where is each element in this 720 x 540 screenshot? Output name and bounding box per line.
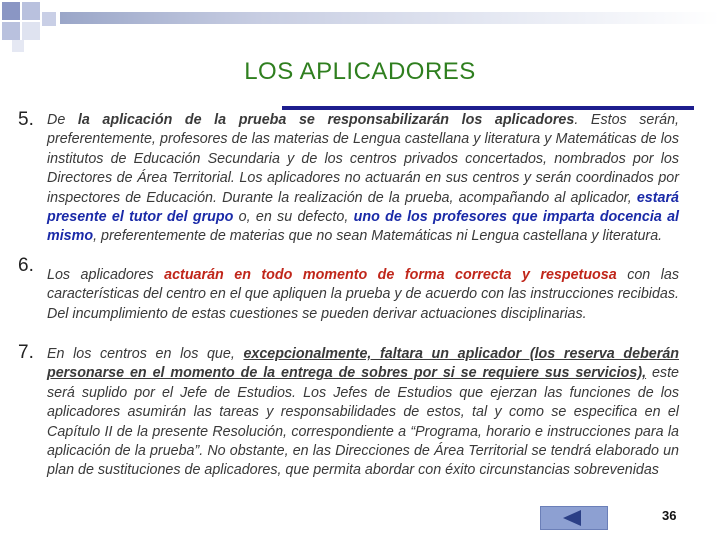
paragraph-segment: actuarán en todo momento de forma correcta y respetuosa bbox=[164, 267, 617, 283]
paragraph-segment: excepcionalmente, faltara un aplicador (los reserva deberán personarse en el momento de la entrega de sobres por si se requiere sus servicios), bbox=[47, 346, 680, 382]
decorative-square bbox=[2, 2, 20, 20]
paragraph-segment: la aplicación de la prueba se responsabilizarán los aplicadores bbox=[77, 112, 575, 128]
paragraph-item-7 bbox=[47, 345, 679, 481]
paragraph-segment: En los centros en los que, bbox=[47, 346, 244, 362]
paragraph-segment: este será suplido por el Jefe de Estudios. Los Jefes de Estudios que ejerzan las funciones de los aplicadores asumirán las tareas y responsabilidades de estos, tal y como se especifica en el Capítulo II de la presente Resolución, correspondiente a “Programa, horario e instrucciones para la aplicación de la prueba”. No obstante, en las Direcciones de Área Territorial se tendrá elaborado un plan de sustituciones de aplicadores, que permita abordar con éxito circunstancias sobrevenidas bbox=[47, 365, 679, 479]
paragraph-item-6 bbox=[47, 266, 679, 324]
paragraph-segment: De bbox=[47, 112, 78, 128]
paragraph-segment: , preferentemente de materias que no sean Matemáticas ni Lengua castellana y literatura. bbox=[93, 228, 663, 245]
header-gradient-bar bbox=[60, 12, 720, 24]
paragraph-segment: Los aplicadores bbox=[47, 267, 165, 283]
paragraph-segment: estará presente el tutor del grupo bbox=[47, 189, 679, 226]
decorative-square bbox=[2, 22, 20, 40]
back-arrow-icon bbox=[541, 507, 607, 529]
item-number: 7. bbox=[18, 342, 34, 363]
item-number: 6. bbox=[18, 255, 34, 276]
item-number: 5. bbox=[18, 109, 34, 130]
back-button[interactable] bbox=[540, 506, 608, 530]
paragraph-segment: . Estos serán, preferentemente, profesores de las materias de Lengua castellana y literatura y Matemáticas de los institutos de Educación Secundaria y de los centros privados concertados, nombrados por los Directores de Área Territorial. Los aplicadores no actuarán en sus centros y serán coordinados por inspectores de Educación. Durante la realización de la prueba, acompañando al aplicador, bbox=[47, 112, 679, 206]
decorative-square bbox=[12, 40, 24, 52]
paragraph-item-5 bbox=[47, 111, 679, 247]
page-number: 36 bbox=[662, 508, 677, 523]
decorative-square bbox=[42, 12, 56, 26]
decorative-square bbox=[22, 22, 40, 40]
title-underline-rule bbox=[282, 106, 694, 110]
paragraph-segment: con las características del centro en el que apliquen la prueba y de acuerdo con las instrucciones recibidas. Del incumplimiento de estas cuestiones se pueden derivar actuaciones disciplinarias. bbox=[47, 267, 680, 322]
page-title: LOS APLICADORES bbox=[244, 58, 476, 85]
decorative-square bbox=[22, 2, 40, 20]
paragraph-segment: uno de los profesores que imparta docencia al mismo bbox=[47, 209, 680, 245]
paragraph-segment: o, en su defecto, bbox=[233, 209, 354, 226]
